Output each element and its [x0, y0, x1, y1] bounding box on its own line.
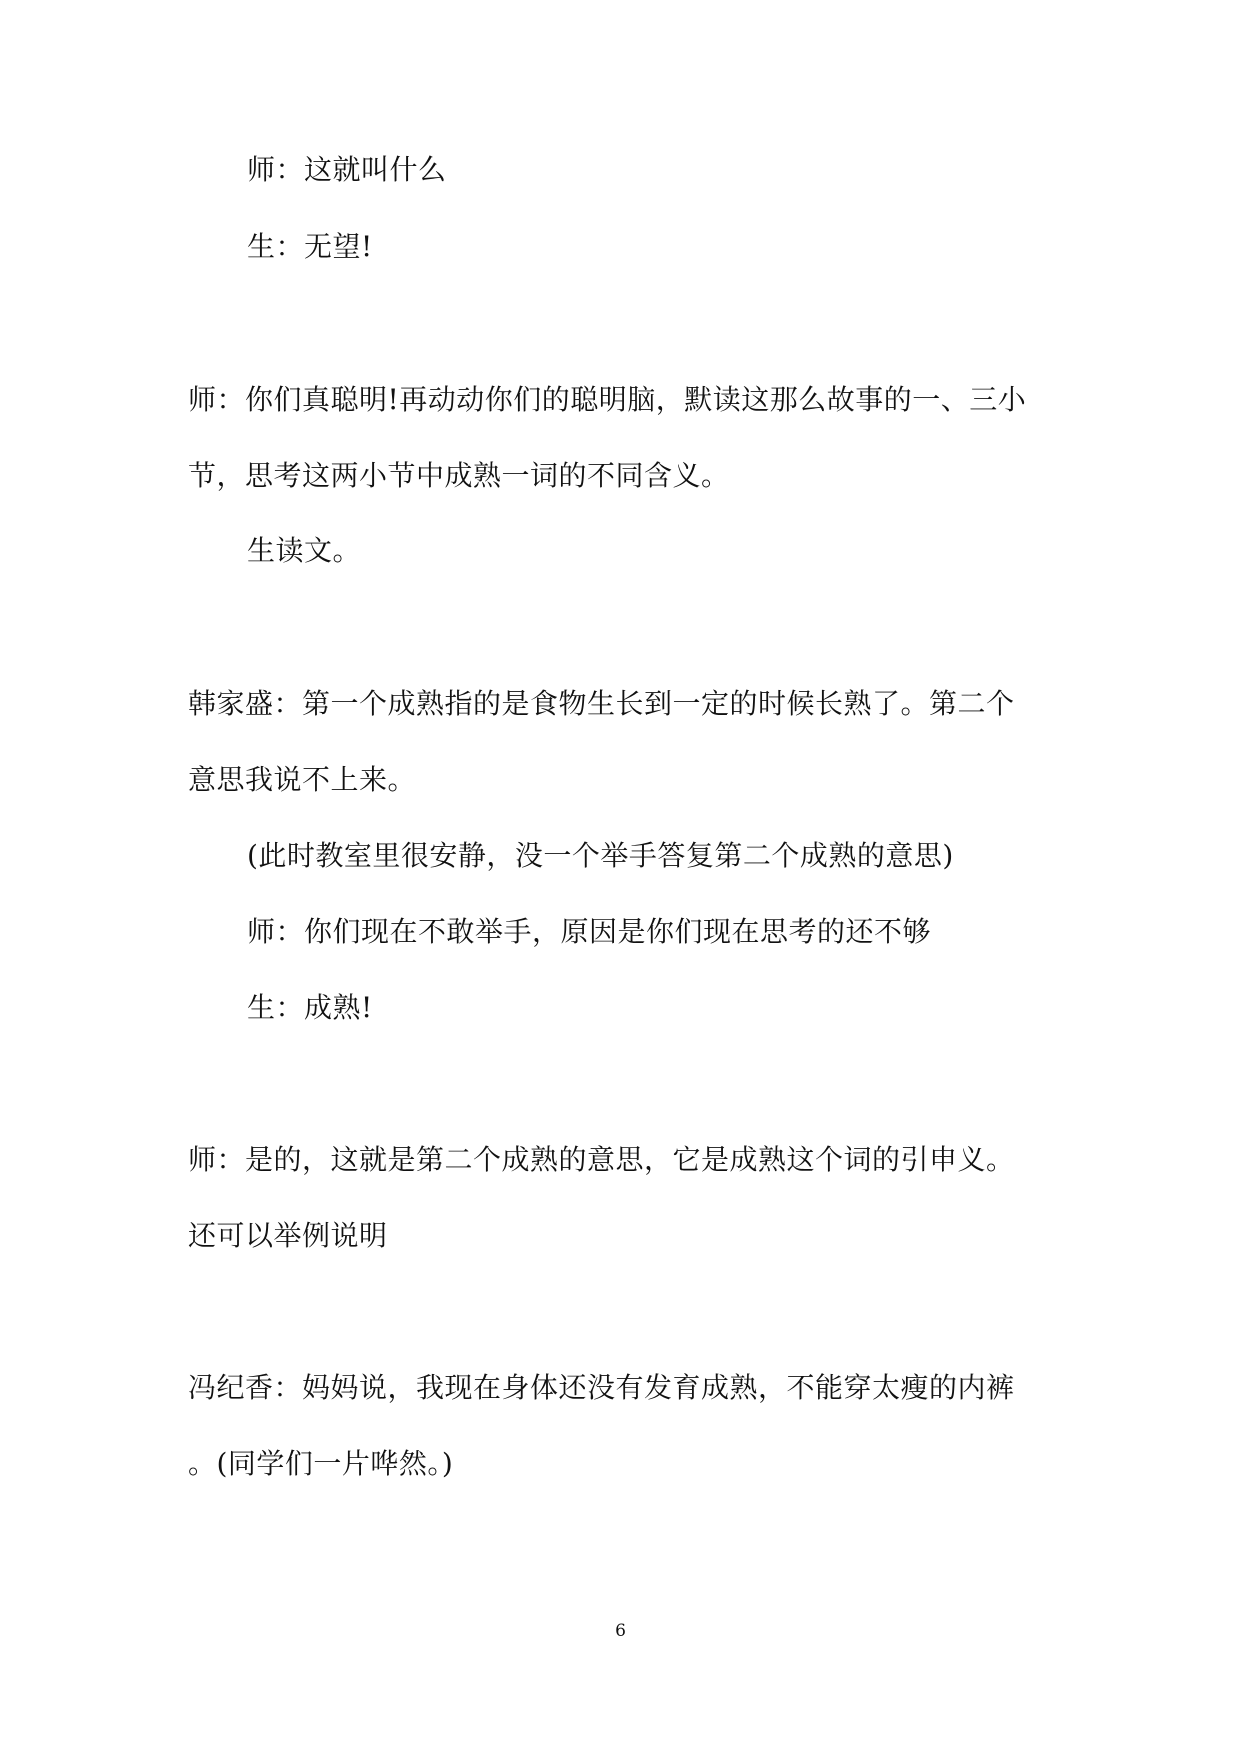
text-line: 节，思考这两小节中成熟一词的不同含义。 — [188, 459, 730, 492]
text-line: 。(同学们一片哗然。) — [188, 1447, 454, 1480]
text-line: 冯纪香：妈妈说，我现在身体还没有发育成熟，不能穿太瘦的内裤 — [188, 1371, 1015, 1404]
text-line: 生：无望! — [247, 230, 373, 263]
text-line: (此时教室里很安静，没一个举手答复第二个成熟的意思) — [247, 839, 954, 872]
text-line: 还可以举例说明 — [188, 1219, 388, 1252]
text-line: 师：你们现在不敢举手，原因是你们现在思考的还不够 — [247, 915, 932, 948]
text-line: 韩家盛：第一个成熟指的是食物生长到一定的时候长熟了。第二个 — [188, 687, 1015, 720]
text-line: 生：成熟! — [247, 991, 373, 1024]
page-number: 6 — [615, 1621, 626, 1641]
text-line: 师：这就叫什么 — [247, 153, 447, 186]
text-line: 生读文。 — [247, 534, 362, 567]
text-line: 意思我说不上来。 — [188, 763, 417, 796]
text-line: 师：是的，这就是第二个成熟的意思，它是成熟这个词的引申义。 — [188, 1143, 1015, 1176]
text-line: 师：你们真聪明!再动动你们的聪明脑，默读这那么故事的一、三小 — [188, 383, 1027, 416]
